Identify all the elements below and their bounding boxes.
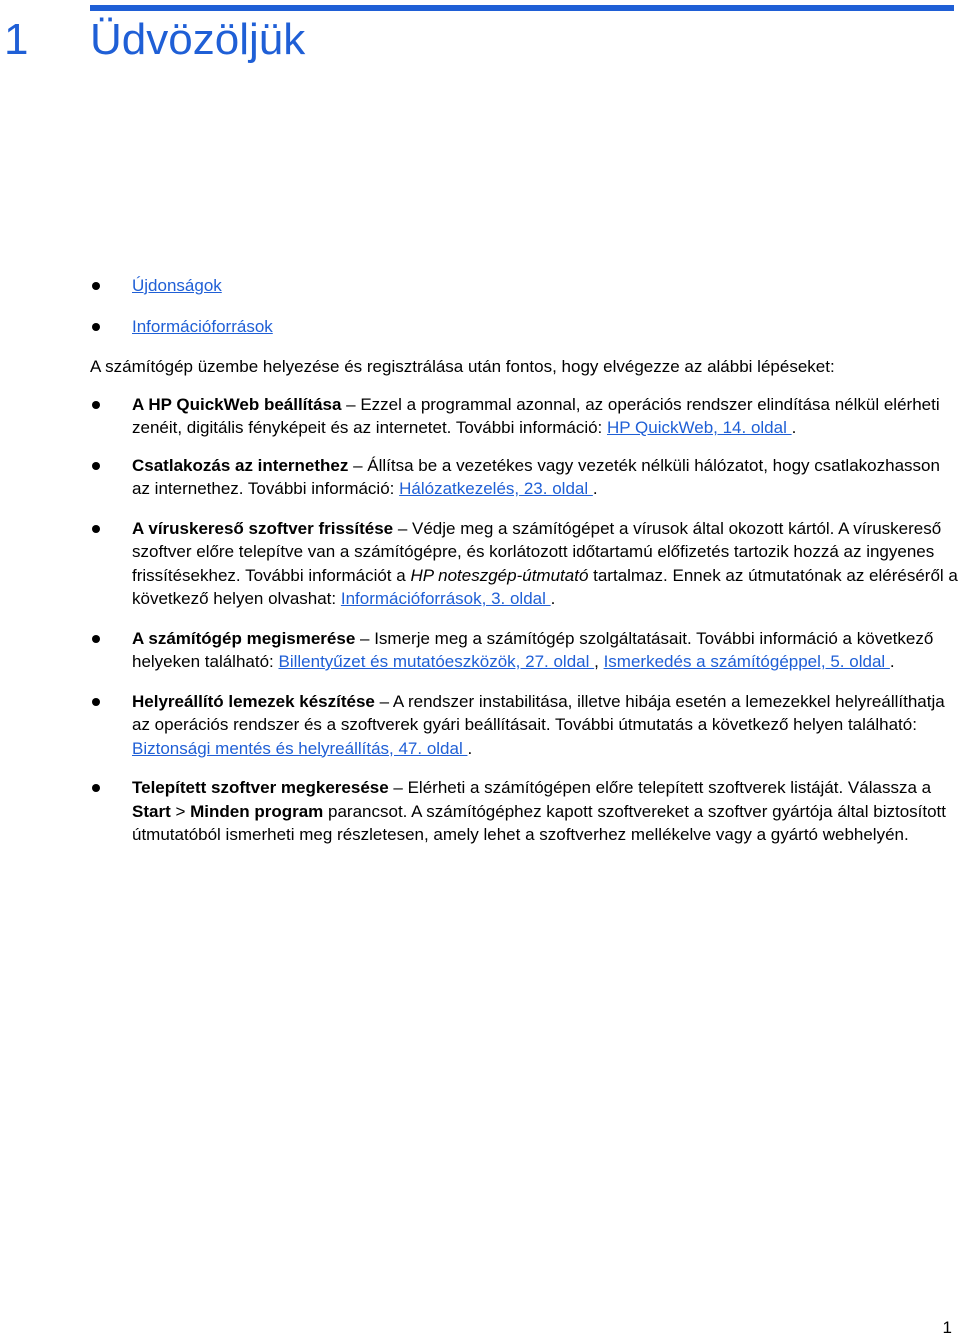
step-text: Elérheti a számítógépen előre telepített szoftverek listáját. Válassza a: [407, 778, 932, 797]
bullet-icon: [92, 698, 100, 706]
guide-title: HP noteszgép-útmutató: [410, 565, 589, 585]
step-text: parancsot. A számítógéphez kapott szoftvereket a szoftver gyártója által biztosított útmutatóból ismerheti meg részletesen, amely lehet a szoftverhez mellékelve vagy a gyártó webhelyén.: [132, 801, 946, 844]
link-halozatkezeles[interactable]: Hálózatkezelés, 23. oldal: [399, 479, 593, 498]
step-dash: –: [388, 778, 408, 797]
bullet-icon: [92, 462, 100, 470]
page-number: 1: [942, 1318, 952, 1337]
toc-item: [90, 274, 958, 298]
toc-link-ujdonsagok[interactable]: Újdonságok: [132, 276, 222, 295]
step-end: .: [592, 479, 598, 498]
step-software: [90, 776, 958, 847]
step-internet: [90, 454, 958, 501]
step-recovery: [90, 690, 958, 761]
intro-paragraph: A számítógép üzembe helyezése és regisztrálása után fontos, hogy elvégezze az alábbi lépéseket:: [90, 357, 835, 376]
step-quickweb: [90, 393, 958, 440]
steps-list: [90, 393, 958, 847]
menu-separator: >: [170, 801, 191, 821]
step-end: .: [889, 652, 895, 671]
step-title: Telepített szoftver megkeresése: [132, 778, 389, 797]
step-dash: –: [348, 455, 368, 475]
step-text: Védje meg a számítógépet a vírusok által okozott kártól. A víruskereső szoftver előre telepítve van a számítógépre, és korlátozott időtartamú előfizetés tartozik hozzá az ingyenes frissítésekhez. További információt a: [132, 518, 942, 585]
link-informacioforrasok[interactable]: Információforrások, 3. oldal: [340, 589, 551, 608]
link-ismerkedes[interactable]: Ismerkedés a számítógéppel, 5. oldal: [603, 652, 890, 671]
step-antivirus: [90, 517, 958, 611]
step-text: Ezzel a programmal azonnal, az operációs rendszer elindítása nélkül elérheti zenéit, digitális fényképeit és az internetet. További információ:: [132, 394, 940, 437]
step-dash: –: [355, 628, 375, 648]
step-text: tartalmaz. Ennek az útmutatónak az eléréséről a következő helyen olvashat:: [132, 565, 958, 608]
main-content: [90, 274, 958, 863]
step-dash: –: [341, 394, 361, 414]
link-biztonsagi-mentes[interactable]: Biztonsági mentés és helyreállítás, 47. oldal: [132, 738, 468, 758]
bullet-icon: [92, 282, 100, 290]
link-separator: ,: [594, 652, 604, 671]
chapter-number: 1: [4, 15, 29, 64]
step-dash: –: [374, 691, 393, 711]
toc-item: [90, 315, 958, 339]
menu-all-programs: Minden program: [190, 801, 324, 821]
chapter-title: Üdvözöljük: [90, 15, 306, 64]
toc-link-informacioforrasok[interactable]: Információforrások: [132, 316, 273, 336]
link-billentyuzet[interactable]: Billentyűzet és mutatóeszközök, 27. oldal: [278, 652, 595, 671]
step-title: A víruskereső szoftver frissítése: [132, 518, 394, 538]
bullet-icon: [92, 525, 100, 533]
bullet-icon: [92, 323, 100, 331]
step-explore: [90, 627, 958, 674]
step-text: A rendszer instabilitása, illetve hibája esetén a lemezekkel helyreállíthatja az operációs rendszer és a szoftverek gyári beállításait. További útmutatás a következő helyen található:: [132, 691, 945, 734]
bullet-icon: [92, 784, 100, 792]
step-end: .: [550, 589, 556, 608]
step-end: .: [467, 738, 473, 758]
step-title: Csatlakozás az internethez: [132, 455, 349, 475]
step-text: Ismerje meg a számítógép szolgáltatásait. További információ a következő helyeken található:: [132, 628, 934, 671]
step-title: A HP QuickWeb beállítása: [132, 394, 342, 414]
step-dash: –: [393, 518, 413, 538]
step-end: .: [791, 418, 797, 437]
header-rule: [90, 5, 954, 11]
menu-start: Start: [132, 801, 171, 821]
step-text: Állítsa be a vezetékes vagy vezeték nélküli hálózatot, hogy csatlakozhasson az internethez. További információ:: [132, 455, 940, 498]
bullet-icon: [92, 635, 100, 643]
bullet-icon: [92, 401, 100, 409]
step-title: A számítógép megismerése: [132, 628, 356, 648]
step-title: Helyreállító lemezek készítése: [132, 691, 375, 711]
toc-list: [90, 274, 958, 338]
link-quickweb[interactable]: HP QuickWeb, 14. oldal: [607, 418, 792, 437]
